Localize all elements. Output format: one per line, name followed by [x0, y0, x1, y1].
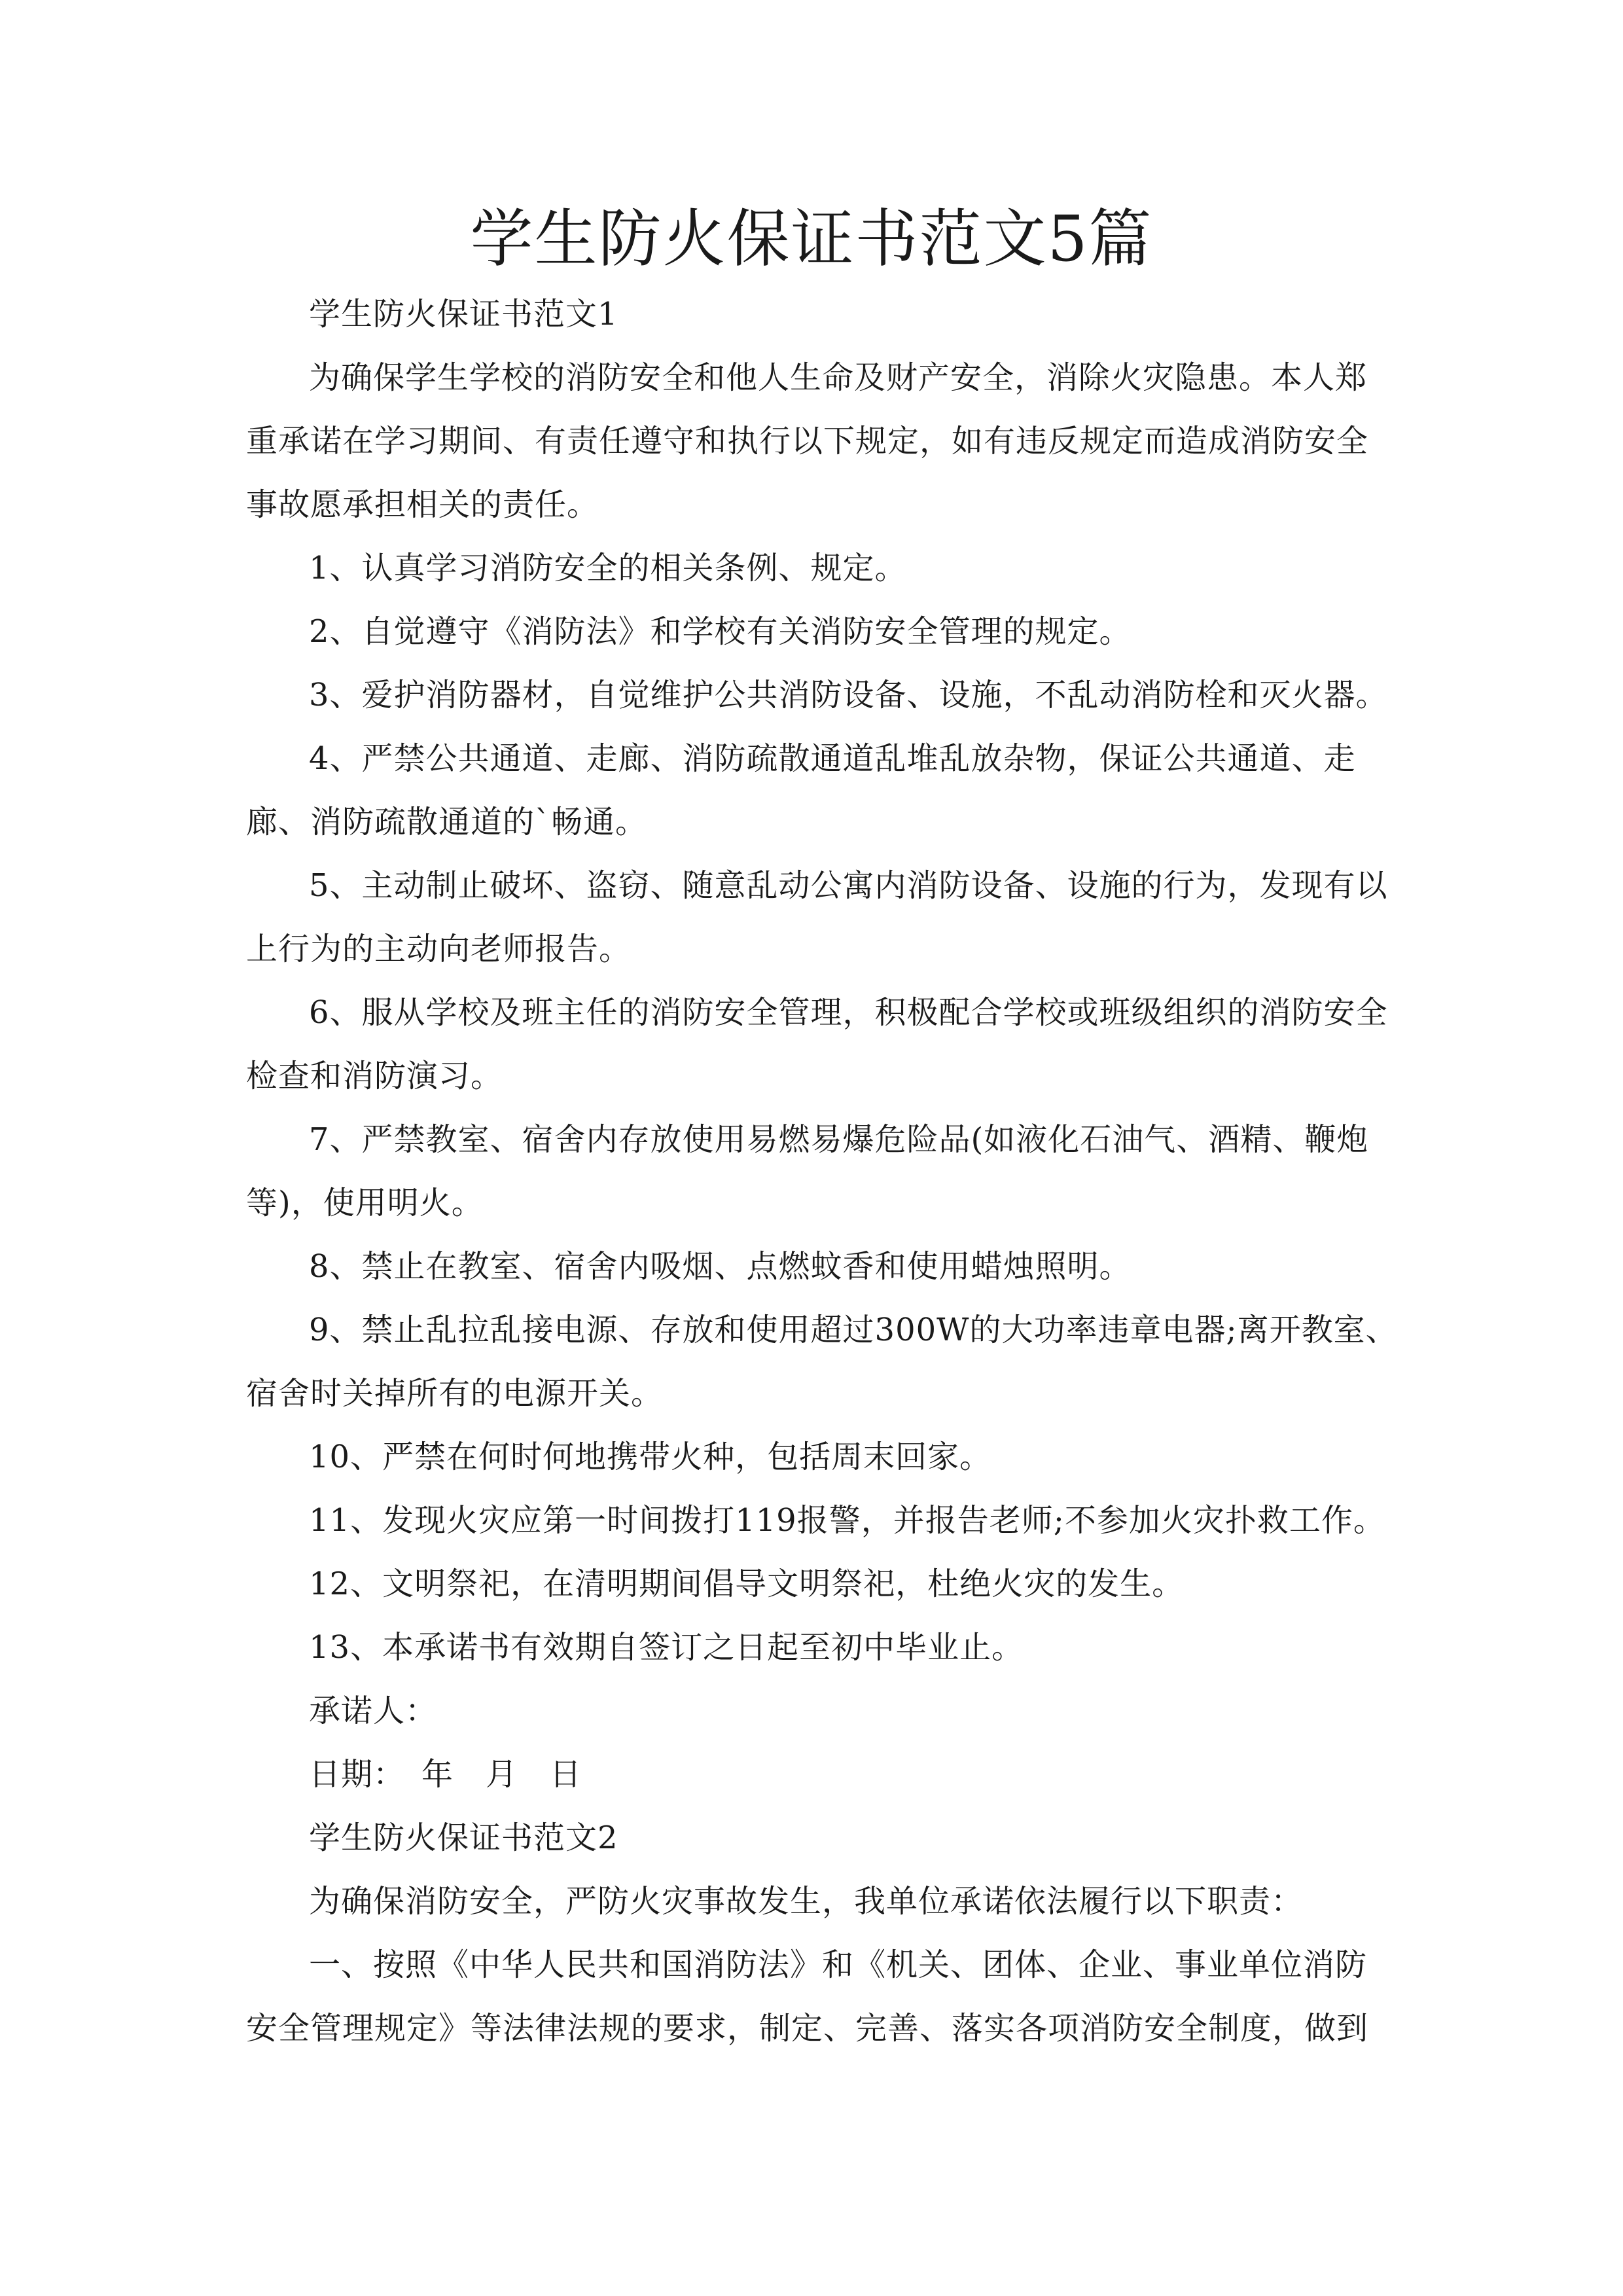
list-item: 4、严禁公共通道、走廊、消防疏散通道乱堆乱放杂物，保证公共通道、走廊、消防疏散通道的`畅通。 [246, 740, 1356, 840]
section-heading: 学生防火保证书范文2 [309, 1820, 618, 1856]
list-item: 1、认真学习消防安全的相关条例、规定。 [309, 550, 907, 586]
paragraph: 一、按照《中华人民共和国消防法》和《机关、团体、企业、事业单位消防安全管理规定》等法律法规的要求，制定、完善、落实各项消防安全制度，做到 [246, 1946, 1369, 2047]
list-item: 5、主动制止破坏、盗窃、随意乱动公寓内消防设备、设施的行为，发现有以上行为的主动向老师报告。 [246, 867, 1388, 967]
list-item: 11、发现火灾应第一时间拨打119报警，并报告老师;不参加火灾扑救工作。 [309, 1502, 1385, 1539]
list-item: 8、禁止在教室、宿舍内吸烟、点燃蚊香和使用蜡烛照明。 [309, 1248, 1132, 1285]
paragraph: 为确保学生学校的消防安全和他人生命及财产安全，消除火灾隐患。本人郑重承诺在学习期间、有责任遵守和执行以下规定，如有违反规定而造成消防安全事故愿承担相关的责任。 [246, 359, 1369, 523]
paragraph: 为确保消防安全，严防火灾事故发生，我单位承诺依法履行以下职责： [309, 1883, 1304, 1920]
list-item: 10、严禁在何时何地携带火种，包括周末回家。 [309, 1439, 992, 1475]
document-body [246, 283, 1398, 2060]
signature-line: 承诺人： [309, 1693, 438, 1729]
list-item: 6、服从学校及班主任的消防安全管理，积极配合学校或班级组织的消防安全检查和消防演习。 [246, 994, 1388, 1094]
list-item: 9、禁止乱拉乱接电源、存放和使用超过300W的大功率违章电器;离开教室、宿舍时关掉所有的电源开关。 [246, 1312, 1398, 1412]
date-line: 日期： 年 月 日 [309, 1756, 582, 1793]
list-item: 2、自觉遵守《消防法》和学校有关消防安全管理的规定。 [309, 613, 1132, 650]
list-item: 13、本承诺书有效期自签订之日起至初中毕业止。 [309, 1629, 1024, 1666]
list-item: 12、文明祭祀，在清明期间倡导文明祭祀，杜绝火灾的发生。 [309, 1566, 1185, 1602]
document-title: 学生防火保证书范文5篇 [470, 202, 1153, 276]
list-item: 7、严禁教室、宿舍内存放使用易燃易爆危险品(如液化石油气、酒精、鞭炮等)，使用明火。 [246, 1121, 1369, 1221]
list-item: 3、爱护消防器材，自觉维护公共消防设备、设施，不乱动消防栓和灭火器。 [309, 677, 1388, 713]
section-heading: 学生防火保证书范文1 [309, 296, 618, 332]
